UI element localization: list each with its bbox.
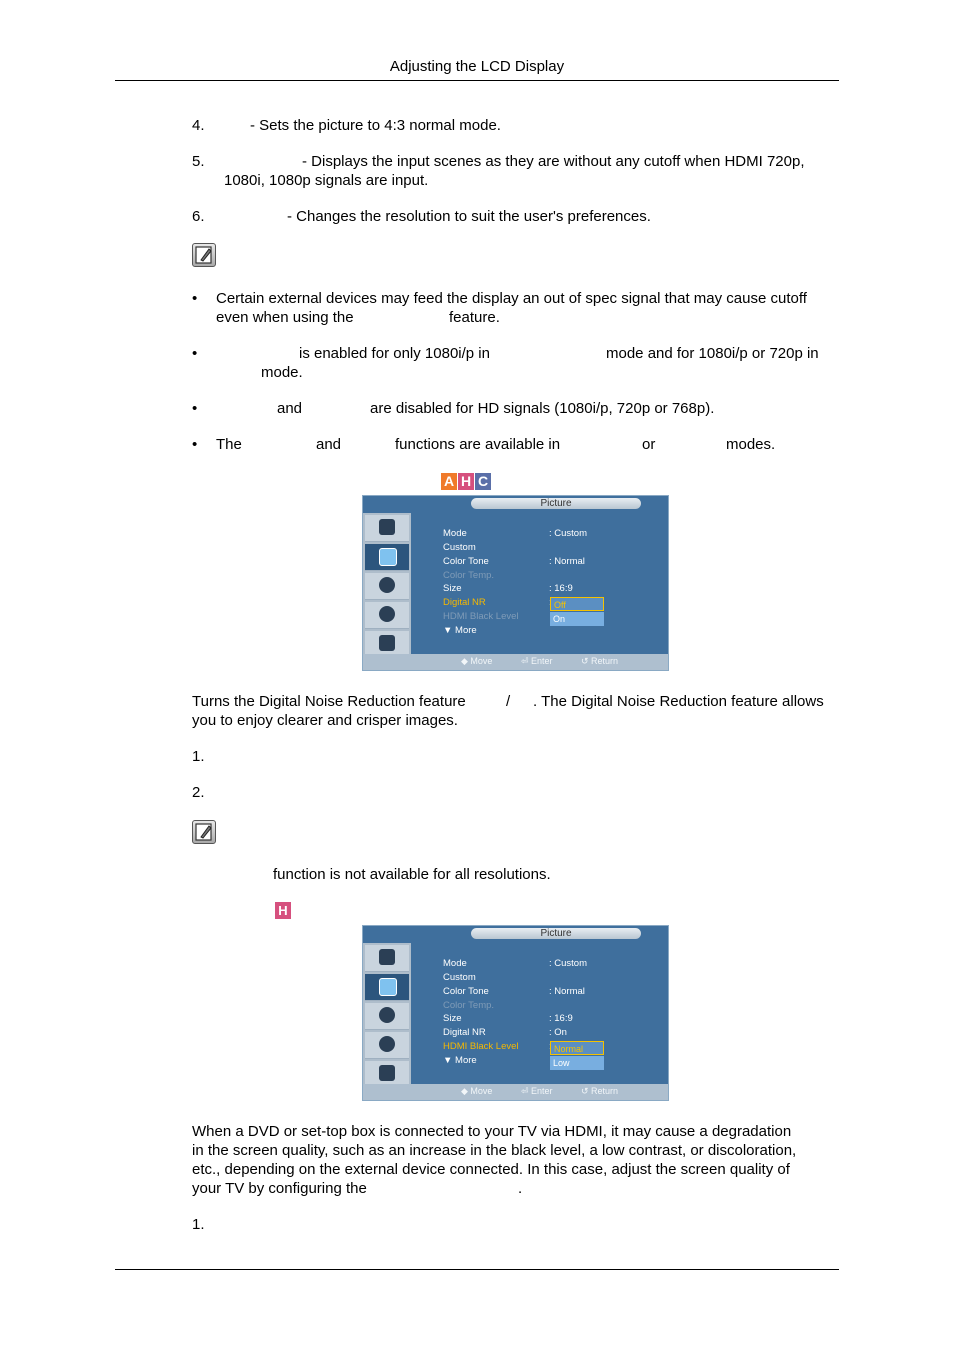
menu-value: : Custom [549, 958, 588, 969]
input-icon [365, 515, 409, 542]
setup-gear-icon [365, 602, 409, 629]
list-number: 4. [192, 117, 205, 134]
mode-badge-letter: A [441, 473, 457, 490]
menu-sidebar [363, 513, 411, 655]
menu-item-size: Size [443, 1013, 462, 1024]
menu-title: Picture [471, 498, 641, 509]
menu-item-more: ▼ More [443, 1055, 477, 1066]
bullet-text: functions are available in [395, 436, 561, 453]
menu-item-size: Size [443, 583, 462, 594]
dropdown-option: On [550, 612, 604, 626]
bullet-text: and [277, 400, 303, 417]
paragraph-line: Turns the Digital Noise Reduction feature / . The Digital Noise Reduction feature allows [192, 693, 824, 710]
menu-value: : Normal [549, 986, 585, 997]
paragraph-line: your TV by configuring the [192, 1180, 367, 1197]
menu-title: Picture [471, 928, 641, 939]
bullet-text: feature. [449, 309, 500, 326]
list-number: 6. [192, 208, 205, 225]
footer-enter: ⏎ Enter [521, 656, 553, 666]
dropdown-option: Low [550, 1056, 604, 1070]
list-number: 5. [192, 153, 205, 170]
bullet-text: modes. [726, 436, 776, 453]
menu-item-color-tone: Color Tone [443, 556, 489, 567]
list-number: 1. [192, 1216, 205, 1233]
menu-item-color-temp: Color Temp. [443, 1000, 495, 1011]
bullet-text: are disabled for HD signals (1080i/p, 720p or 768p). [370, 400, 715, 417]
mode-badge-letter: H [458, 473, 474, 490]
bullet-item: • is enabled for only 1080i/p in mode and for 1080i/p or 720p in mode. [192, 345, 819, 381]
footer-move: ◆ Move [461, 656, 493, 666]
picture-icon [365, 544, 409, 571]
mode-badge [441, 473, 492, 490]
menu-item-hdmi-black-level: HDMI Black Level [443, 611, 519, 622]
menu-item-color-tone: Color Tone [443, 986, 489, 997]
footer-enter: ⏎ Enter [521, 1086, 553, 1096]
bullet-text: Certain external devices may feed the display an out of spec signal that may cause cutoff [216, 290, 807, 307]
bullet-text: is enabled for only 1080i/p in [299, 345, 490, 362]
list-text: - Changes the resolution to suit the user's preferences. [287, 208, 651, 225]
list-text: - Sets the picture to 4:3 normal mode. [250, 117, 501, 134]
menu-item-custom: Custom [443, 542, 476, 553]
footer-rule [115, 1269, 839, 1270]
mode-badge-letter: H [275, 902, 291, 919]
list-item [192, 207, 651, 226]
footer-return: ↺ Return [581, 1086, 619, 1096]
bullet-text: even when using the [216, 309, 354, 326]
footer-return: ↺ Return [581, 656, 619, 666]
menu-item-color-temp: Color Temp. [443, 570, 495, 581]
bullet-text: and [316, 436, 342, 453]
list-item [192, 152, 805, 171]
page-header-title: Adjusting the LCD Display [389, 58, 565, 75]
bullet-item: • Certain external devices may feed the display an out of spec signal that may cause cutoff even when using the feature. [192, 290, 807, 326]
setup-gear-icon [365, 1032, 409, 1059]
paragraph-line: in the screen quality, such as an increase in the black level, a low contrast, or discoloration, [192, 1142, 797, 1159]
list-text: - Displays the input scenes as they are without any cutoff when HDMI 720p, [302, 153, 805, 170]
list-text-continued: 1080i, 1080p signals are input. [224, 172, 429, 189]
list-item [192, 116, 501, 135]
bullet-text: or [642, 436, 656, 453]
menu-item-mode: Mode [443, 958, 467, 969]
picture-menu-screenshot [362, 925, 669, 1101]
picture-icon [365, 974, 409, 1001]
paragraph-line: you to enjoy clearer and crisper images. [192, 712, 458, 729]
list-number: 1. [192, 748, 205, 765]
bullet-item: • and are disabled for HD signals (1080i/p, 720p or 768p). [192, 400, 715, 417]
menu-value: : Custom [549, 528, 588, 539]
header-rule [115, 80, 839, 81]
menu-item-digital-nr: Digital NR [443, 1027, 486, 1038]
menu-item-custom: Custom [443, 972, 476, 983]
sound-icon [365, 573, 409, 600]
bullet-text: mode. [261, 364, 303, 381]
menu-item-more: ▼ More [443, 625, 477, 636]
menu-item-digital-nr: Digital NR [443, 597, 486, 608]
menu-item-hdmi-black-level: HDMI Black Level [443, 1041, 519, 1052]
dropdown-option-selected: Normal [550, 1041, 604, 1055]
paragraph-line: . [518, 1180, 523, 1197]
paragraph-line: etc., depending on the external device connected. In this case, adjust the screen quality of [192, 1161, 790, 1178]
list-number: 2. [192, 784, 205, 801]
menu-footer [363, 654, 668, 670]
mode-badge [275, 902, 292, 919]
note-icon [192, 243, 216, 267]
input-icon [365, 945, 409, 972]
footer-move: ◆ Move [461, 1086, 493, 1096]
sound-icon [365, 1003, 409, 1030]
menu-value: : Normal [549, 556, 585, 567]
menu-footer [363, 1084, 668, 1100]
menu-value: : 16:9 [549, 583, 573, 594]
note-icon [192, 820, 216, 844]
menu-value: : On [549, 1027, 567, 1038]
picture-menu-screenshot [362, 495, 669, 671]
menu-sidebar [363, 943, 411, 1085]
note-text: function is not available for all resolutions. [273, 866, 551, 883]
dropdown-option-selected: Off [550, 597, 604, 611]
paragraph-line: When a DVD or set-top box is connected to your TV via HDMI, it may cause a degradation [192, 1123, 792, 1140]
mode-badge-letter: C [475, 473, 491, 490]
menu-item-mode: Mode [443, 528, 467, 539]
bullet-text: mode and for 1080i/p or 720p in [606, 345, 819, 362]
bullet-item: • The and functions are available in or modes. [192, 436, 776, 453]
menu-value: : 16:9 [549, 1013, 573, 1024]
bullet-text: The [216, 436, 242, 453]
